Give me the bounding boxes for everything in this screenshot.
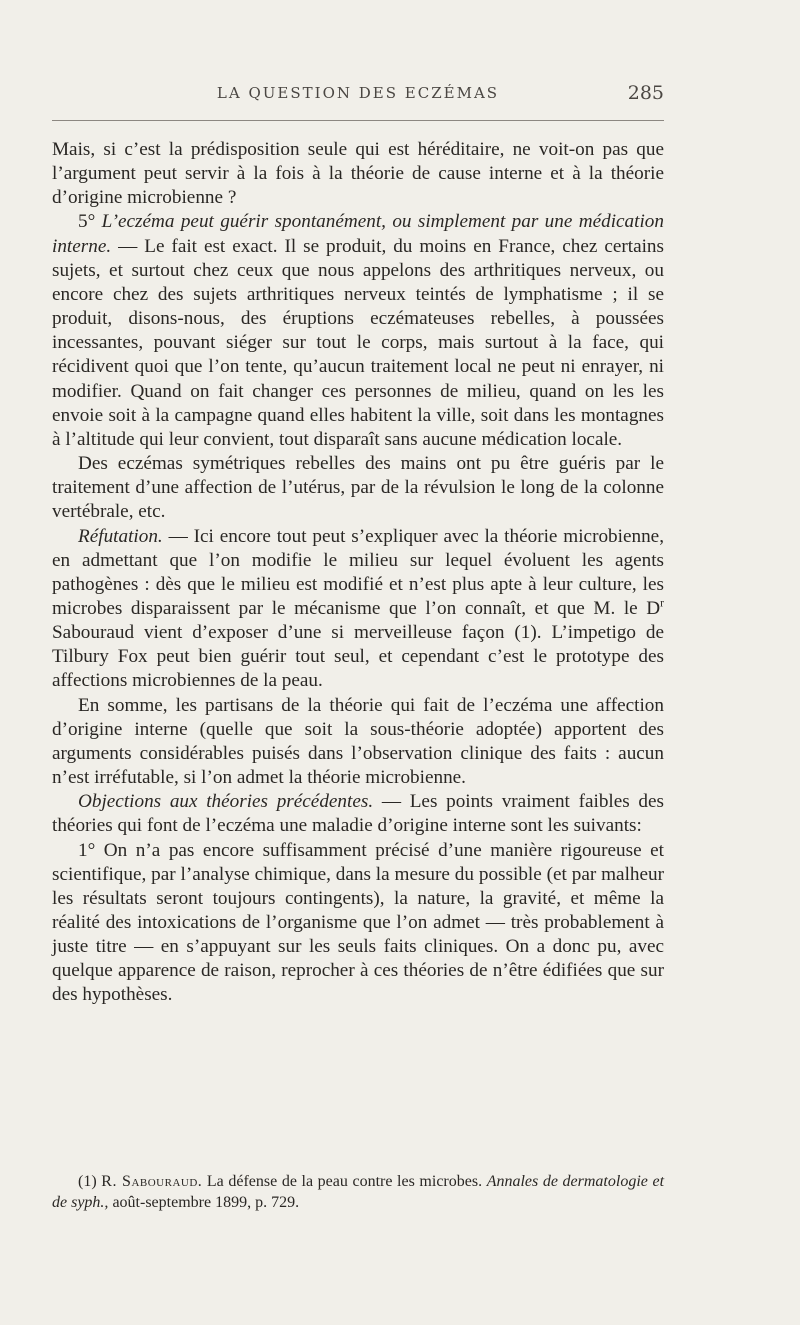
footnote-text: août-septembre 1899, p. 729.: [108, 1194, 300, 1211]
paragraph-text: Sabouraud vient d’exposer d’une si merveilleuse façon (1). L’impetigo de Tilbury Fox peut bien guérir tout seul, et cependant c’est le prototype des affections microbiennes de la peau.: [52, 622, 664, 692]
paragraph-text: Mais, si c’est la prédisposition seule qui est héréditaire, ne voit-on pas que l’argument peut servir à la fois à la théorie de cause interne et à la théorie d’origine microbienne ?: [52, 139, 664, 209]
footnote-author: R. Sabouraud.: [101, 1173, 203, 1190]
body-text: [52, 138, 664, 1008]
italic-heading: L’eczéma peut guérir spontanément, ou simplement par une médication interne.: [52, 211, 664, 257]
item-number: 5°: [78, 211, 96, 233]
superscript: r: [660, 597, 664, 610]
footnotes: [52, 1171, 664, 1213]
italic-heading: Réfutation.: [78, 525, 163, 547]
footnote-marker: (1): [78, 1173, 102, 1190]
page-number: 285: [627, 82, 664, 104]
paragraph: [52, 525, 664, 694]
paragraph-text: — Ici encore tout peut s’expliquer avec la théorie microbienne, en admettant que l’on modifie le milieu sur lequel évoluent les agents pathogènes : dès que le milieu est modifié et n’est plus apte à leur culture, les microbes disparaissent par le mécanisme que l’on connaît, et que M. le D: [52, 525, 664, 619]
paragraph: [52, 839, 664, 1008]
paragraph-text: 1° On n’a pas encore suffisamment précisé d’une manière rigoureuse et scientifique, par l’analyse chimique, dans la mesure du possible (et par malheur les résultats seront toujours contingents), la nature, la gravité, et même la réalité des intoxications de l’organisme que l’on admet — très probablement à juste titre — en s’appuyant sur les seuls faits cliniques. On a donc pu, avec quelque apparence de raison, reprocher à ces théories de n’être édifiées que sur des hypothèses.: [52, 839, 664, 1006]
header-rule: [52, 120, 664, 121]
paragraph: [52, 138, 664, 210]
paragraph: [52, 790, 664, 838]
footnote-text: La défense de la peau contre les microbes.: [202, 1173, 487, 1190]
paragraph-text: En somme, les partisans de la théorie qui fait de l’eczéma une affection d’origine interne (quelle que soit la sous-théorie adoptée) apportent des arguments considérables puisés dans l’observation clinique des faits : aucun n’est irréfutable, si l’on admet la théorie microbienne.: [52, 694, 664, 789]
italic-heading: Objections aux théories précédentes.: [78, 791, 374, 813]
paragraph: [52, 694, 664, 791]
paragraph: [52, 452, 664, 524]
footnote: [52, 1171, 664, 1213]
paragraph-text: — Les points vraiment faibles des théories qui font de l’eczéma une maladie d’origine interne sont les suivants:: [52, 791, 664, 837]
paragraph-text: Des eczémas symétriques rebelles des mains ont pu être guéris par le traitement d’une affection de l’utérus, par de la révulsion le long de la colonne vertébrale, etc.: [52, 453, 664, 523]
footnote-journal: Annales de dermatologie et de syph.,: [52, 1173, 665, 1211]
paragraph: [52, 210, 664, 452]
paragraph-text: — Le fait est exact. Il se produit, du moins en France, chez certains sujets, et surtout chez ceux que nous appelons des arthritiques nerveux, ou encore chez des sujets arthritiques nerveux teintés de lymphatisme ; il se produit, disons-nous, des éruptions eczémateuses rebelles, à poussées incessantes, pouvant siéger sur tout le corps, mais surtout à la face, qui récidivent quoi que l’on tente, qu’aucun traitement local ne peut ni enrayer, ni modifier. Quand on fait changer ces personnes de milieu, quand on les les envoie soit à la campagne quand elles habitent la ville, soit dans les montagnes à l’altitude qui leur convient, tout disparaît sans aucune médication locale.: [52, 235, 664, 450]
running-title: LA QUESTION DES ECZÉMAS: [216, 84, 500, 102]
running-head: [52, 84, 664, 110]
